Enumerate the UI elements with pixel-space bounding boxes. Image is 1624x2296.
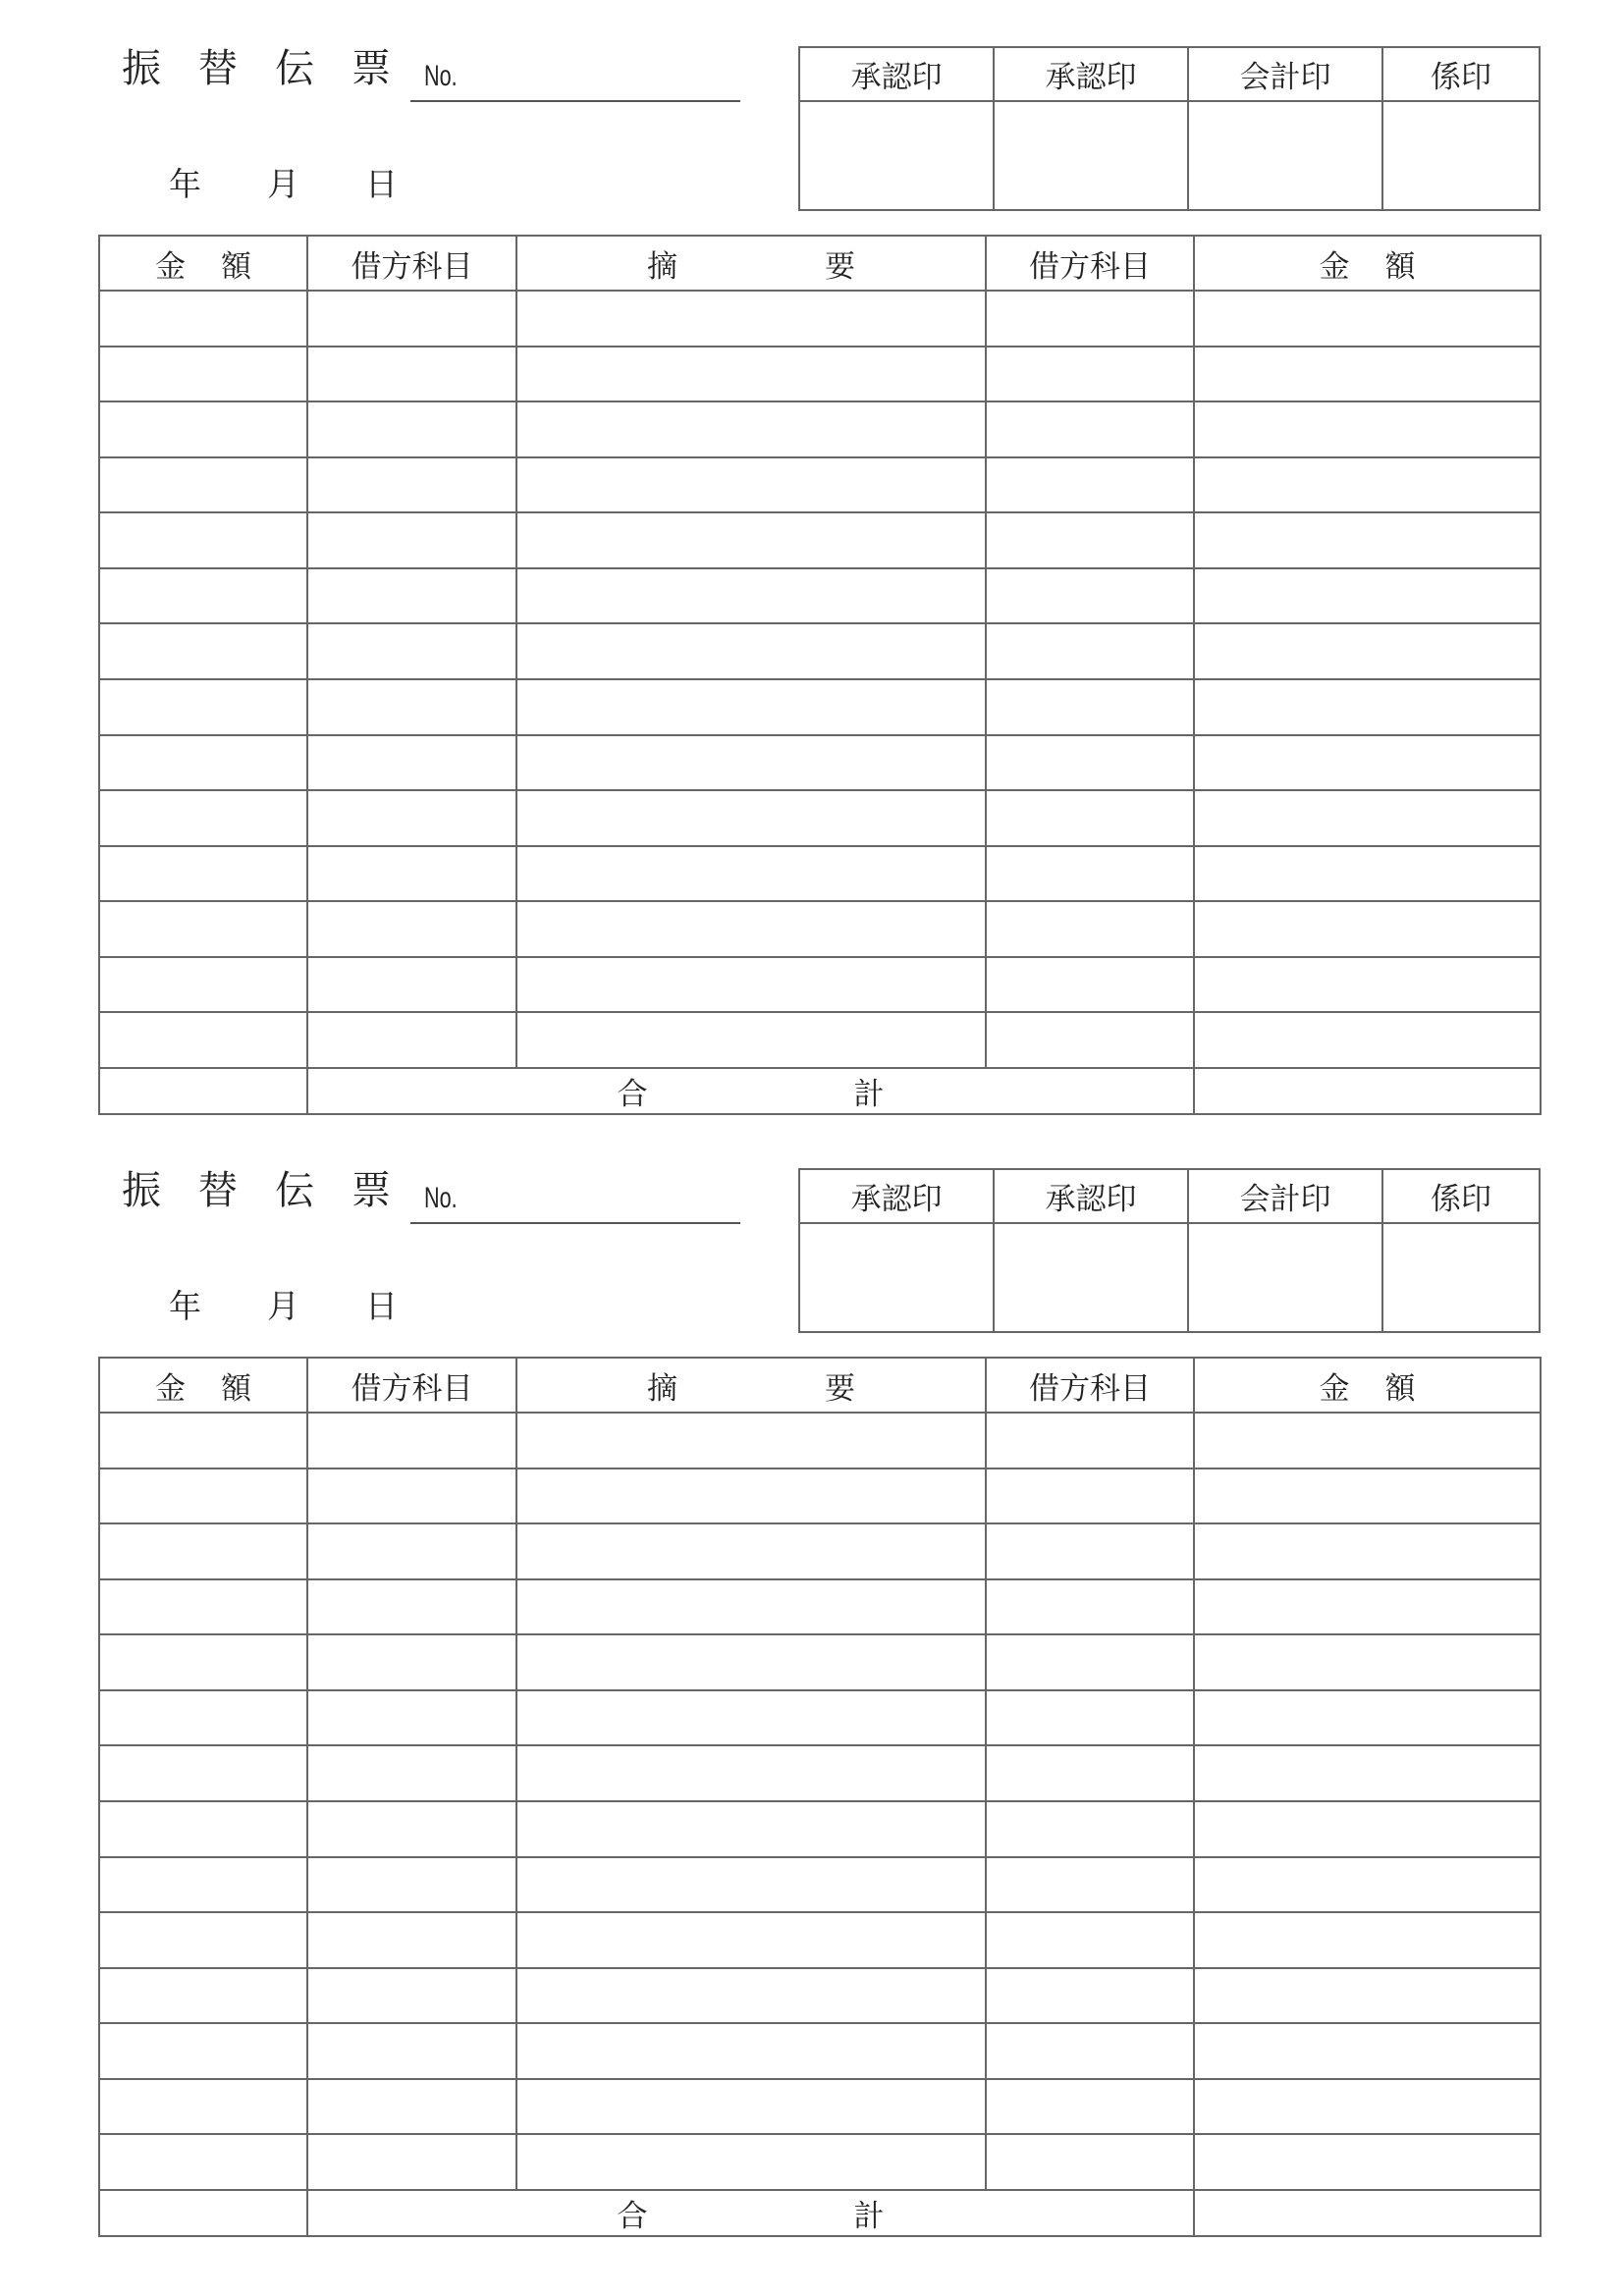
debit-account-right-cell[interactable] [986, 1801, 1194, 1857]
table-row [99, 957, 1541, 1013]
total-label-cell [307, 2190, 1194, 2236]
debit-account-right-cell[interactable] [986, 679, 1194, 735]
debit-account-left-cell[interactable] [307, 1468, 516, 1524]
amount-right-cell[interactable] [1194, 2023, 1541, 2079]
amount-left-cell[interactable] [99, 1912, 307, 1968]
title-char: 振 [122, 1168, 161, 1213]
table-row [99, 623, 1541, 679]
amount-right-cell[interactable] [1194, 512, 1541, 568]
header-char: 金 [155, 248, 186, 285]
table-row [99, 1468, 1541, 1524]
amount-right-cell[interactable] [1194, 291, 1541, 347]
amount-right-cell[interactable] [1194, 2134, 1541, 2190]
amount-left-cell[interactable] [99, 1468, 307, 1524]
table-row [99, 401, 1541, 457]
stamp-label-clerk: 係印 [1382, 1169, 1540, 1223]
table-row [99, 1912, 1541, 1968]
table-row [99, 1413, 1541, 1468]
title-char: 伝 [275, 1168, 314, 1213]
debit-account-right-cell[interactable] [986, 291, 1194, 347]
date-year-label: 年 [169, 165, 201, 203]
amount-left-cell[interactable] [99, 679, 307, 735]
table-row [99, 1801, 1541, 1857]
header-amount-right [1194, 1358, 1541, 1413]
title-char: 振 [122, 46, 161, 91]
summary-cell[interactable] [516, 901, 986, 957]
amount-left-cell[interactable] [99, 291, 307, 347]
total-amount-left-cell[interactable] [99, 2190, 307, 2236]
amount-right-cell[interactable] [1194, 457, 1541, 513]
amount-right-cell[interactable] [1194, 735, 1541, 791]
stamp-cell[interactable] [1188, 1223, 1382, 1332]
debit-account-right-cell[interactable] [986, 1968, 1194, 2024]
title-char: 替 [198, 1168, 238, 1213]
header-char: 金 [1319, 1370, 1350, 1407]
amount-right-cell[interactable] [1194, 679, 1541, 735]
amount-left-cell[interactable] [99, 401, 307, 457]
date-year-label: 年 [169, 1287, 201, 1325]
amount-right-cell[interactable] [1194, 846, 1541, 902]
amount-left-cell[interactable] [99, 1579, 307, 1635]
debit-account-right-cell[interactable] [986, 568, 1194, 624]
debit-account-right-cell[interactable] [986, 1745, 1194, 1801]
amount-right-cell[interactable] [1194, 1968, 1541, 2024]
amount-left-cell[interactable] [99, 2079, 307, 2135]
summary-cell[interactable] [516, 1634, 986, 1690]
table-row [99, 1634, 1541, 1690]
header-char: 金 [1319, 248, 1350, 285]
amount-right-cell[interactable] [1194, 401, 1541, 457]
amount-left-cell[interactable] [99, 347, 307, 402]
debit-account-right-cell[interactable] [986, 846, 1194, 902]
total-char: 合 [617, 1077, 648, 1112]
title-char: 替 [198, 46, 238, 91]
total-amount-left-cell[interactable] [99, 1068, 307, 1114]
date-month-label: 月 [267, 165, 299, 203]
debit-account-right-cell[interactable] [986, 623, 1194, 679]
amount-right-cell[interactable] [1194, 1690, 1541, 1746]
stamp-label-approval-2: 承認印 [994, 1169, 1188, 1223]
amount-left-cell[interactable] [99, 1012, 307, 1068]
summary-cell[interactable] [516, 1968, 986, 2024]
header-debit-account-left: 借方科目 [307, 1358, 516, 1413]
amount-right-cell[interactable] [1194, 2079, 1541, 2135]
debit-account-right-cell[interactable] [986, 1468, 1194, 1524]
header-char: 額 [221, 248, 251, 285]
table-row [99, 1012, 1541, 1068]
stamp-cell[interactable] [1188, 101, 1382, 210]
amount-left-cell[interactable] [99, 1634, 307, 1690]
debit-account-left-cell[interactable] [307, 1968, 516, 2024]
amount-left-cell[interactable] [99, 512, 307, 568]
amount-right-cell[interactable] [1194, 1857, 1541, 1913]
debit-account-right-cell[interactable] [986, 735, 1194, 791]
amount-left-cell[interactable] [99, 457, 307, 513]
amount-right-cell[interactable] [1194, 901, 1541, 957]
header-char: 金 [155, 1370, 186, 1407]
table-row [99, 568, 1541, 624]
transfer-voucher-2 [0, 1122, 1624, 2241]
total-amount-right-cell[interactable] [1194, 1068, 1541, 1114]
debit-account-left-cell[interactable] [307, 790, 516, 846]
stamp-cell[interactable] [1382, 101, 1540, 210]
amount-left-cell[interactable] [99, 1745, 307, 1801]
header-char: 額 [221, 1370, 251, 1407]
amount-right-cell[interactable] [1194, 1634, 1541, 1690]
debit-account-left-cell[interactable] [307, 1634, 516, 1690]
debit-account-left-cell[interactable] [307, 2079, 516, 2135]
debit-account-left-cell[interactable] [307, 1413, 516, 1468]
stamp-label-accounting: 会計印 [1188, 47, 1382, 101]
summary-cell[interactable] [516, 291, 986, 347]
debit-account-right-cell[interactable] [986, 1523, 1194, 1579]
summary-cell[interactable] [516, 623, 986, 679]
stamp-label-approval-2: 承認印 [994, 47, 1188, 101]
debit-account-right-cell[interactable] [986, 401, 1194, 457]
amount-left-cell[interactable] [99, 568, 307, 624]
summary-cell[interactable] [516, 1801, 986, 1857]
debit-account-left-cell[interactable] [307, 901, 516, 957]
debit-account-left-cell[interactable] [307, 1912, 516, 1968]
summary-cell[interactable] [516, 679, 986, 735]
voucher-number-field[interactable] [410, 100, 740, 102]
total-label-cell [307, 1068, 1194, 1114]
amount-right-cell[interactable] [1194, 790, 1541, 846]
debit-account-right-cell[interactable] [986, 1579, 1194, 1635]
table-row [99, 1579, 1541, 1635]
table-row [99, 291, 1541, 347]
header-summary [516, 236, 986, 291]
debit-account-left-cell[interactable] [307, 568, 516, 624]
table-row [99, 1857, 1541, 1913]
summary-cell[interactable] [516, 957, 986, 1013]
debit-account-left-cell[interactable] [307, 291, 516, 347]
entry-table [98, 1357, 1542, 2237]
stamp-cell[interactable] [994, 101, 1188, 210]
stamp-cell[interactable] [799, 101, 994, 210]
summary-cell[interactable] [516, 457, 986, 513]
debit-account-left-cell[interactable] [307, 1857, 516, 1913]
table-row [99, 457, 1541, 513]
voucher-number-label: No. [424, 60, 458, 92]
debit-account-left-cell[interactable] [307, 1801, 516, 1857]
table-row [99, 901, 1541, 957]
amount-right-cell[interactable] [1194, 623, 1541, 679]
table-row [99, 790, 1541, 846]
summary-cell[interactable] [516, 846, 986, 902]
debit-account-right-cell[interactable] [986, 1012, 1194, 1068]
amount-right-cell[interactable] [1194, 1468, 1541, 1524]
debit-account-right-cell[interactable] [986, 1857, 1194, 1913]
header-debit-account-right: 借方科目 [986, 236, 1194, 291]
debit-account-right-cell[interactable] [986, 1634, 1194, 1690]
summary-cell[interactable] [516, 401, 986, 457]
date-day-label: 日 [365, 1287, 398, 1325]
amount-left-cell[interactable] [99, 790, 307, 846]
amount-left-cell[interactable] [99, 735, 307, 791]
amount-right-cell[interactable] [1194, 347, 1541, 402]
amount-right-cell[interactable] [1194, 1801, 1541, 1857]
debit-account-right-cell[interactable] [986, 457, 1194, 513]
header-char: 要 [825, 1370, 855, 1407]
debit-account-left-cell[interactable] [307, 347, 516, 402]
debit-account-right-cell[interactable] [986, 1912, 1194, 1968]
header-debit-account-left: 借方科目 [307, 236, 516, 291]
debit-account-left-cell[interactable] [307, 2023, 516, 2079]
approval-stamp-box [798, 46, 1541, 211]
title-char: 票 [352, 1168, 391, 1213]
table-row [99, 347, 1541, 402]
table-row [99, 1745, 1541, 1801]
voucher-number-label: No. [424, 1182, 458, 1214]
amount-right-cell[interactable] [1194, 1912, 1541, 1968]
amount-right-cell[interactable] [1194, 1413, 1541, 1468]
title-char: 伝 [275, 46, 314, 91]
header-char: 額 [1384, 248, 1416, 285]
debit-account-left-cell[interactable] [307, 846, 516, 902]
summary-cell[interactable] [516, 735, 986, 791]
debit-account-left-cell[interactable] [307, 679, 516, 735]
amount-left-cell[interactable] [99, 901, 307, 957]
table-row [99, 2134, 1541, 2190]
summary-cell[interactable] [516, 2134, 986, 2190]
debit-account-left-cell[interactable] [307, 1523, 516, 1579]
table-row [99, 1523, 1541, 1579]
summary-cell[interactable] [516, 1523, 986, 1579]
header-char: 額 [1384, 1370, 1416, 1407]
header-amount-left [99, 236, 307, 291]
amount-left-cell[interactable] [99, 846, 307, 902]
summary-cell[interactable] [516, 568, 986, 624]
debit-account-right-cell[interactable] [986, 901, 1194, 957]
summary-cell[interactable] [516, 1579, 986, 1635]
debit-account-left-cell[interactable] [307, 512, 516, 568]
table-row [99, 2023, 1541, 2079]
amount-left-cell[interactable] [99, 2134, 307, 2190]
debit-account-right-cell[interactable] [986, 512, 1194, 568]
total-char: 合 [617, 2199, 648, 2234]
summary-cell[interactable] [516, 2079, 986, 2135]
stamp-label-accounting: 会計印 [1188, 1169, 1382, 1223]
amount-left-cell[interactable] [99, 623, 307, 679]
debit-account-right-cell[interactable] [986, 2134, 1194, 2190]
stamp-cell[interactable] [799, 1223, 994, 1332]
debit-account-left-cell[interactable] [307, 1690, 516, 1746]
amount-right-cell[interactable] [1194, 1745, 1541, 1801]
debit-account-left-cell[interactable] [307, 623, 516, 679]
debit-account-right-cell[interactable] [986, 957, 1194, 1013]
date-day-label: 日 [365, 165, 398, 203]
header-char: 摘 [647, 248, 677, 285]
debit-account-left-cell[interactable] [307, 457, 516, 513]
amount-left-cell[interactable] [99, 2023, 307, 2079]
summary-cell[interactable] [516, 1745, 986, 1801]
amount-right-cell[interactable] [1194, 1579, 1541, 1635]
summary-cell[interactable] [516, 1912, 986, 1968]
approval-stamp-box [798, 1168, 1541, 1333]
amount-left-cell[interactable] [99, 1690, 307, 1746]
summary-cell[interactable] [516, 1690, 986, 1746]
amount-left-cell[interactable] [99, 1801, 307, 1857]
table-row [99, 1690, 1541, 1746]
stamp-label-approval-1: 承認印 [799, 47, 994, 101]
table-row [99, 735, 1541, 791]
total-char: 計 [853, 2199, 885, 2234]
debit-account-left-cell[interactable] [307, 1579, 516, 1635]
header-summary [516, 1358, 986, 1413]
amount-right-cell[interactable] [1194, 1523, 1541, 1579]
amount-right-cell[interactable] [1194, 1012, 1541, 1068]
summary-cell[interactable] [516, 1012, 986, 1068]
summary-cell[interactable] [516, 1468, 986, 1524]
table-row [99, 679, 1541, 735]
total-amount-right-cell[interactable] [1194, 2190, 1541, 2236]
amount-right-cell[interactable] [1194, 568, 1541, 624]
total-char: 計 [853, 1077, 885, 1112]
table-row [99, 2079, 1541, 2135]
header-amount-right [1194, 236, 1541, 291]
amount-right-cell[interactable] [1194, 957, 1541, 1013]
debit-account-left-cell[interactable] [307, 401, 516, 457]
debit-account-right-cell[interactable] [986, 347, 1194, 402]
stamp-label-clerk: 係印 [1382, 47, 1540, 101]
debit-account-right-cell[interactable] [986, 1690, 1194, 1746]
debit-account-right-cell[interactable] [986, 790, 1194, 846]
debit-account-right-cell[interactable] [986, 1413, 1194, 1468]
summary-cell[interactable] [516, 2023, 986, 2079]
date-month-label: 月 [267, 1287, 299, 1325]
amount-left-cell[interactable] [99, 957, 307, 1013]
voucher-number-field[interactable] [410, 1222, 740, 1224]
summary-cell[interactable] [516, 512, 986, 568]
amount-left-cell[interactable] [99, 1968, 307, 2024]
transfer-voucher-1 [0, 0, 1624, 1119]
amount-left-cell[interactable] [99, 1857, 307, 1913]
table-row [99, 512, 1541, 568]
table-row [99, 1968, 1541, 2024]
header-amount-left [99, 1358, 307, 1413]
amount-left-cell[interactable] [99, 1523, 307, 1579]
debit-account-left-cell[interactable] [307, 957, 516, 1013]
summary-cell[interactable] [516, 1857, 986, 1913]
summary-cell[interactable] [516, 347, 986, 402]
header-debit-account-right: 借方科目 [986, 1358, 1194, 1413]
summary-cell[interactable] [516, 790, 986, 846]
debit-account-left-cell[interactable] [307, 1012, 516, 1068]
debit-account-left-cell[interactable] [307, 2134, 516, 2190]
stamp-cell[interactable] [994, 1223, 1188, 1332]
summary-cell[interactable] [516, 1413, 986, 1468]
header-char: 要 [825, 248, 855, 285]
amount-left-cell[interactable] [99, 1413, 307, 1468]
debit-account-right-cell[interactable] [986, 2079, 1194, 2135]
stamp-label-approval-1: 承認印 [799, 1169, 994, 1223]
title-char: 票 [352, 46, 391, 91]
stamp-cell[interactable] [1382, 1223, 1540, 1332]
entry-table [98, 235, 1542, 1115]
debit-account-left-cell[interactable] [307, 1745, 516, 1801]
debit-account-right-cell[interactable] [986, 2023, 1194, 2079]
table-row [99, 846, 1541, 902]
debit-account-left-cell[interactable] [307, 735, 516, 791]
header-char: 摘 [647, 1370, 677, 1407]
